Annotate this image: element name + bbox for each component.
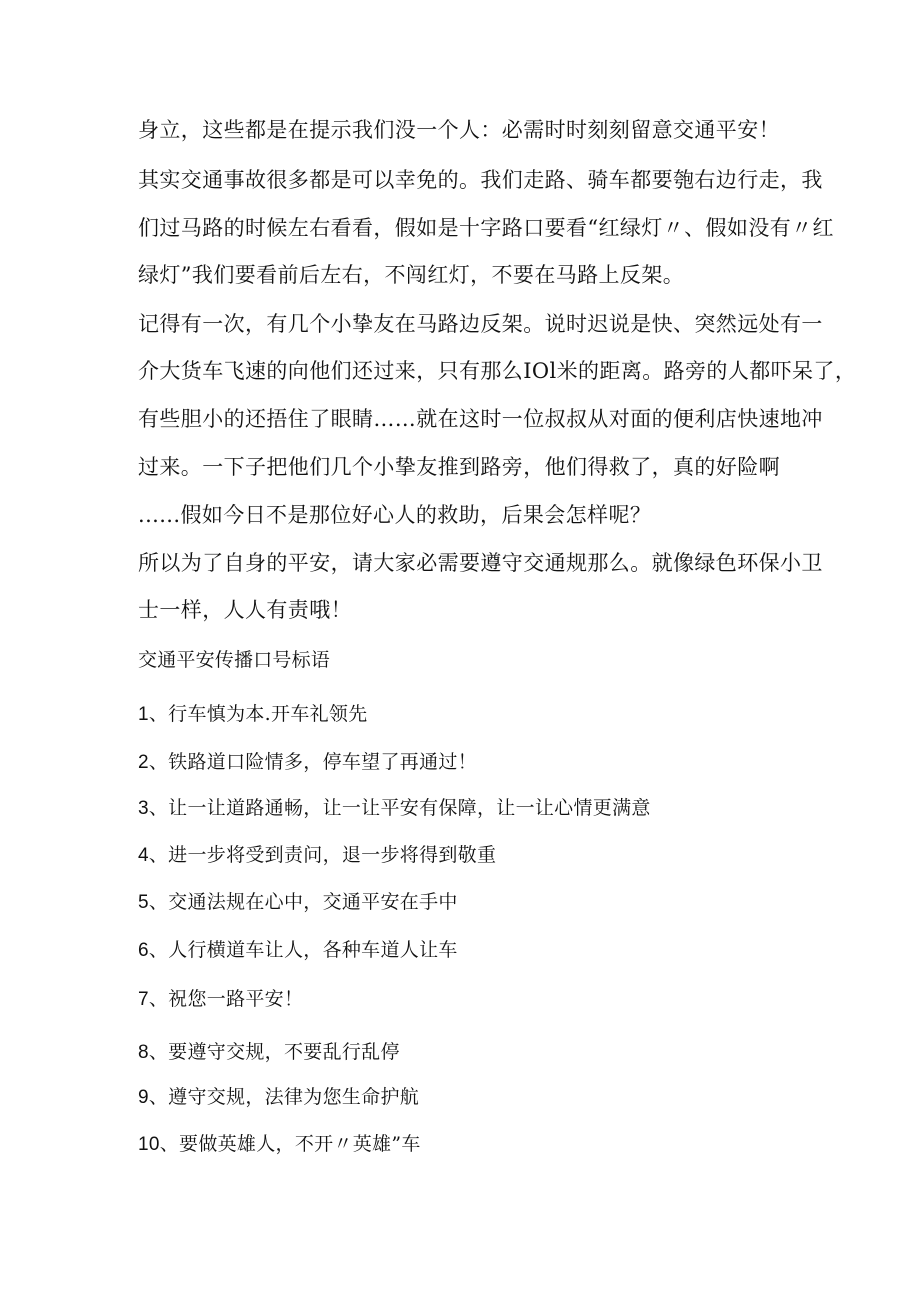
slogan-number: 9 [138,1087,149,1108]
slogan-item-4 [138,841,788,870]
slogan-text: 、要遵守交规，不要乱行乱停 [148,1041,400,1063]
slogan-text: 、遵守交规，法律为您生命护航 [148,1086,420,1108]
paragraph-2-line-2: 们过马路的时候左右看看，假如是十字路口要看“红绿灯〃、假如没有〃红 [138,216,834,240]
slogan-item-3 [138,794,788,823]
slogan-item-5 [138,888,788,917]
paragraph-3-line-3: 有些胆小的还捂住了眼睛……就在这时一位叔叔从对面的便利店快速地冲 [138,407,823,431]
slogan-text: 、交通法规在心中，交通平安在手中 [148,891,458,913]
slogan-text: 、进一步将受到责问，退一步将得到敬重 [148,844,497,866]
slogan-number: 6 [138,940,149,961]
paragraph-2-line-1: 其实交通事故很多都是可以幸免的。我们走路、骑车都要匏右边行走，我 [138,168,823,192]
slogan-item-1 [138,700,788,729]
slogan-number: 7 [138,989,149,1010]
paragraph-2-line-3: 绿灯”我们要看前后左右，不闯红灯，不要在马路上反架。 [138,263,685,287]
slogan-section-title: 交通平安传播口号标语 [138,649,331,671]
slogan-text: 、祝您一路平安！ [148,988,304,1010]
slogan-number: 5 [138,892,149,913]
slogan-item-7 [138,985,788,1014]
paragraph-3-line-2: 介大货车飞速的向他们还过来，只有那么IOl米的距离。路旁的人都吓呆了， [138,359,857,383]
slogan-number: 3 [138,798,149,819]
paragraph-4-line-2: 士一样，人人有责哦！ [138,598,352,622]
slogan-text: 、铁路道口险情多，停车望了再通过！ [148,751,477,773]
slogan-text: 、行车慎为本.开车礼领先 [148,703,368,725]
slogan-item-2 [138,748,788,777]
slogan-text: 、让一让道路通畅，让一让平安有保障，让一让心情更满意 [148,797,651,819]
slogan-number: 10 [138,1134,160,1155]
paragraph-1-line-1: 身立，这些都是在提示我们没一个人：必需时时刻刻留意交通平安！ [138,118,780,142]
slogan-number: 4 [138,845,149,866]
paragraph-4-line-1: 所以为了自身的平安，请大家必需要遵守交通规那么。就像绿色环保小卫 [138,551,823,575]
slogan-text: 、人行横道车让人，各种车道人让车 [148,939,458,961]
slogan-item-10 [138,1130,788,1159]
slogan-number: 1 [138,704,149,725]
slogan-number: 2 [138,752,149,773]
slogan-item-6 [138,936,788,965]
paragraph-3-line-4: 过来。一下子把他们几个小挚友推到路旁，他们得救了，真的好险啊 [138,455,780,479]
paragraph-3-line-5: ......假如今日不是那位好心人的救助，后果会怎样呢？ [138,503,652,527]
slogan-item-8 [138,1038,788,1067]
slogan-number: 8 [138,1042,149,1063]
paragraph-3-line-1: 记得有一次，有几个小挚友在马路边反架。说时迟说是快、突然远处有一 [138,312,823,336]
slogan-item-9 [138,1083,788,1112]
slogan-text: 、要做英雄人，不开〃英雄”车 [159,1133,421,1155]
